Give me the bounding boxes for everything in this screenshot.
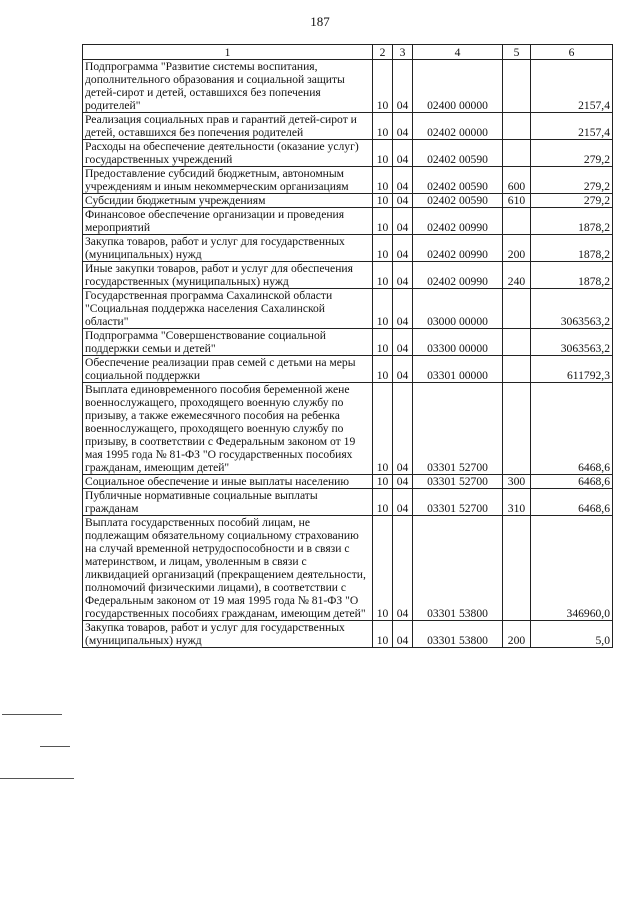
section-code: 10 bbox=[373, 383, 393, 475]
row-description: Субсидии бюджетным учреждениям bbox=[83, 194, 373, 208]
table-row bbox=[83, 356, 613, 383]
row-description: Финансовое обеспечение организации и проведения мероприятий bbox=[83, 208, 373, 235]
scan-artifact-line bbox=[0, 778, 74, 779]
column-header: 4 bbox=[413, 45, 503, 60]
subsection-code: 04 bbox=[393, 235, 413, 262]
expense-type-code: 300 bbox=[503, 475, 531, 489]
table-row bbox=[83, 60, 613, 113]
target-article-code: 02402 00590 bbox=[413, 167, 503, 194]
column-header: 5 bbox=[503, 45, 531, 60]
subsection-code: 04 bbox=[393, 516, 413, 621]
subsection-code: 04 bbox=[393, 113, 413, 140]
table-row bbox=[83, 194, 613, 208]
table-row bbox=[83, 489, 613, 516]
amount: 6468,6 bbox=[531, 475, 613, 489]
section-code: 10 bbox=[373, 60, 393, 113]
expense-type-code: 600 bbox=[503, 167, 531, 194]
target-article-code: 03301 52700 bbox=[413, 489, 503, 516]
page-number: 187 bbox=[310, 14, 330, 29]
subsection-code: 04 bbox=[393, 329, 413, 356]
table-row bbox=[83, 475, 613, 489]
amount: 6468,6 bbox=[531, 489, 613, 516]
target-article-code: 02400 00000 bbox=[413, 60, 503, 113]
expense-type-code bbox=[503, 140, 531, 167]
budget-table bbox=[82, 44, 613, 648]
table-row bbox=[83, 167, 613, 194]
target-article-code: 02402 00590 bbox=[413, 140, 503, 167]
subsection-code: 04 bbox=[393, 167, 413, 194]
row-description: Реализация социальных прав и гарантий детей-сирот и детей, оставшихся без попечения родителей bbox=[83, 113, 373, 140]
subsection-code: 04 bbox=[393, 489, 413, 516]
table-row bbox=[83, 262, 613, 289]
target-article-code: 03301 53800 bbox=[413, 621, 503, 648]
section-code: 10 bbox=[373, 356, 393, 383]
expense-type-code bbox=[503, 516, 531, 621]
row-description: Иные закупки товаров, работ и услуг для обеспечения государственных (муниципальных) нужд bbox=[83, 262, 373, 289]
column-header: 3 bbox=[393, 45, 413, 60]
target-article-code: 02402 00990 bbox=[413, 208, 503, 235]
subsection-code: 04 bbox=[393, 194, 413, 208]
column-header: 6 bbox=[531, 45, 613, 60]
row-description: Выплата государственных пособий лицам, не подлежащим обязательному социальному страхованию на случай временной нетрудоспособности и в связи с материнством, и лицам, уволенным в связи с ликвидацией организаций (прекращением деятельности, полномочий физическими лицами), в соответствии с Федеральным законом от 19 мая 1995 года № 81-ФЗ "О государственных пособиях гражданам, имеющим детей" bbox=[83, 516, 373, 621]
header-row bbox=[83, 45, 613, 60]
section-code: 10 bbox=[373, 516, 393, 621]
section-code: 10 bbox=[373, 208, 393, 235]
expense-type-code bbox=[503, 208, 531, 235]
target-article-code: 02402 00990 bbox=[413, 262, 503, 289]
amount: 1878,2 bbox=[531, 235, 613, 262]
row-description: Социальное обеспечение и иные выплаты населению bbox=[83, 475, 373, 489]
row-description: Подпрограмма "Совершенствование социальной поддержки семьи и детей" bbox=[83, 329, 373, 356]
section-code: 10 bbox=[373, 235, 393, 262]
amount: 2157,4 bbox=[531, 113, 613, 140]
amount: 1878,2 bbox=[531, 208, 613, 235]
amount: 6468,6 bbox=[531, 383, 613, 475]
amount: 3063563,2 bbox=[531, 329, 613, 356]
expense-type-code: 200 bbox=[503, 621, 531, 648]
expense-type-code bbox=[503, 60, 531, 113]
amount: 279,2 bbox=[531, 167, 613, 194]
row-description: Подпрограмма "Развитие системы воспитания, дополнительного образования и социальной защиты детей-сирот и детей, оставшихся без попечения родителей" bbox=[83, 60, 373, 113]
subsection-code: 04 bbox=[393, 475, 413, 489]
table-row bbox=[83, 329, 613, 356]
amount: 1878,2 bbox=[531, 262, 613, 289]
subsection-code: 04 bbox=[393, 621, 413, 648]
amount: 279,2 bbox=[531, 140, 613, 167]
target-article-code: 03301 52700 bbox=[413, 383, 503, 475]
amount: 2157,4 bbox=[531, 60, 613, 113]
expense-type-code bbox=[503, 329, 531, 356]
table-row bbox=[83, 383, 613, 475]
row-description: Выплата единовременного пособия беременной жене военнослужащего, проходящего военную службу по призыву, а также ежемесячного пособия на ребенка военнослужащего, проходящего военную службу по призыву, в соответствии с Федеральным законом от 19 мая 1995 года № 81-ФЗ "О государственных пособиях гражданам, имеющим детей" bbox=[83, 383, 373, 475]
expense-type-code: 610 bbox=[503, 194, 531, 208]
subsection-code: 04 bbox=[393, 356, 413, 383]
table-row bbox=[83, 113, 613, 140]
target-article-code: 02402 00590 bbox=[413, 194, 503, 208]
section-code: 10 bbox=[373, 262, 393, 289]
table-row bbox=[83, 621, 613, 648]
section-code: 10 bbox=[373, 475, 393, 489]
subsection-code: 04 bbox=[393, 60, 413, 113]
section-code: 10 bbox=[373, 140, 393, 167]
subsection-code: 04 bbox=[393, 262, 413, 289]
section-code: 10 bbox=[373, 489, 393, 516]
table-row bbox=[83, 140, 613, 167]
expense-type-code bbox=[503, 113, 531, 140]
amount: 279,2 bbox=[531, 194, 613, 208]
row-description: Обеспечение реализации прав семей с детьми на меры социальной поддержки bbox=[83, 356, 373, 383]
expense-type-code: 240 bbox=[503, 262, 531, 289]
expense-type-code: 200 bbox=[503, 235, 531, 262]
subsection-code: 04 bbox=[393, 383, 413, 475]
expense-type-code bbox=[503, 289, 531, 329]
column-header: 2 bbox=[373, 45, 393, 60]
target-article-code: 03301 53800 bbox=[413, 516, 503, 621]
column-header: 1 bbox=[83, 45, 373, 60]
section-code: 10 bbox=[373, 113, 393, 140]
table-row bbox=[83, 235, 613, 262]
table-row bbox=[83, 516, 613, 621]
amount: 611792,3 bbox=[531, 356, 613, 383]
section-code: 10 bbox=[373, 167, 393, 194]
row-description: Государственная программа Сахалинской области "Социальная поддержка населения Сахалинской области" bbox=[83, 289, 373, 329]
section-code: 10 bbox=[373, 329, 393, 356]
target-article-code: 03301 52700 bbox=[413, 475, 503, 489]
section-code: 10 bbox=[373, 289, 393, 329]
row-description: Закупка товаров, работ и услуг для государственных (муниципальных) нужд bbox=[83, 235, 373, 262]
amount: 3063563,2 bbox=[531, 289, 613, 329]
expense-type-code bbox=[503, 356, 531, 383]
target-article-code: 03301 00000 bbox=[413, 356, 503, 383]
target-article-code: 03300 00000 bbox=[413, 329, 503, 356]
table-row bbox=[83, 208, 613, 235]
amount: 5,0 bbox=[531, 621, 613, 648]
scan-artifact-line bbox=[40, 746, 70, 747]
expense-type-code: 310 bbox=[503, 489, 531, 516]
subsection-code: 04 bbox=[393, 140, 413, 167]
expense-type-code bbox=[503, 383, 531, 475]
target-article-code: 02402 00000 bbox=[413, 113, 503, 140]
amount: 346960,0 bbox=[531, 516, 613, 621]
target-article-code: 03000 00000 bbox=[413, 289, 503, 329]
section-code: 10 bbox=[373, 621, 393, 648]
scan-artifact-line bbox=[2, 714, 62, 715]
table-row bbox=[83, 289, 613, 329]
subsection-code: 04 bbox=[393, 289, 413, 329]
subsection-code: 04 bbox=[393, 208, 413, 235]
row-description: Закупка товаров, работ и услуг для государственных (муниципальных) нужд bbox=[83, 621, 373, 648]
row-description: Публичные нормативные социальные выплаты гражданам bbox=[83, 489, 373, 516]
target-article-code: 02402 00990 bbox=[413, 235, 503, 262]
row-description: Предоставление субсидий бюджетным, автономным учреждениям и иным некоммерческим организациям bbox=[83, 167, 373, 194]
row-description: Расходы на обеспечение деятельности (оказание услуг) государственных учреждений bbox=[83, 140, 373, 167]
section-code: 10 bbox=[373, 194, 393, 208]
